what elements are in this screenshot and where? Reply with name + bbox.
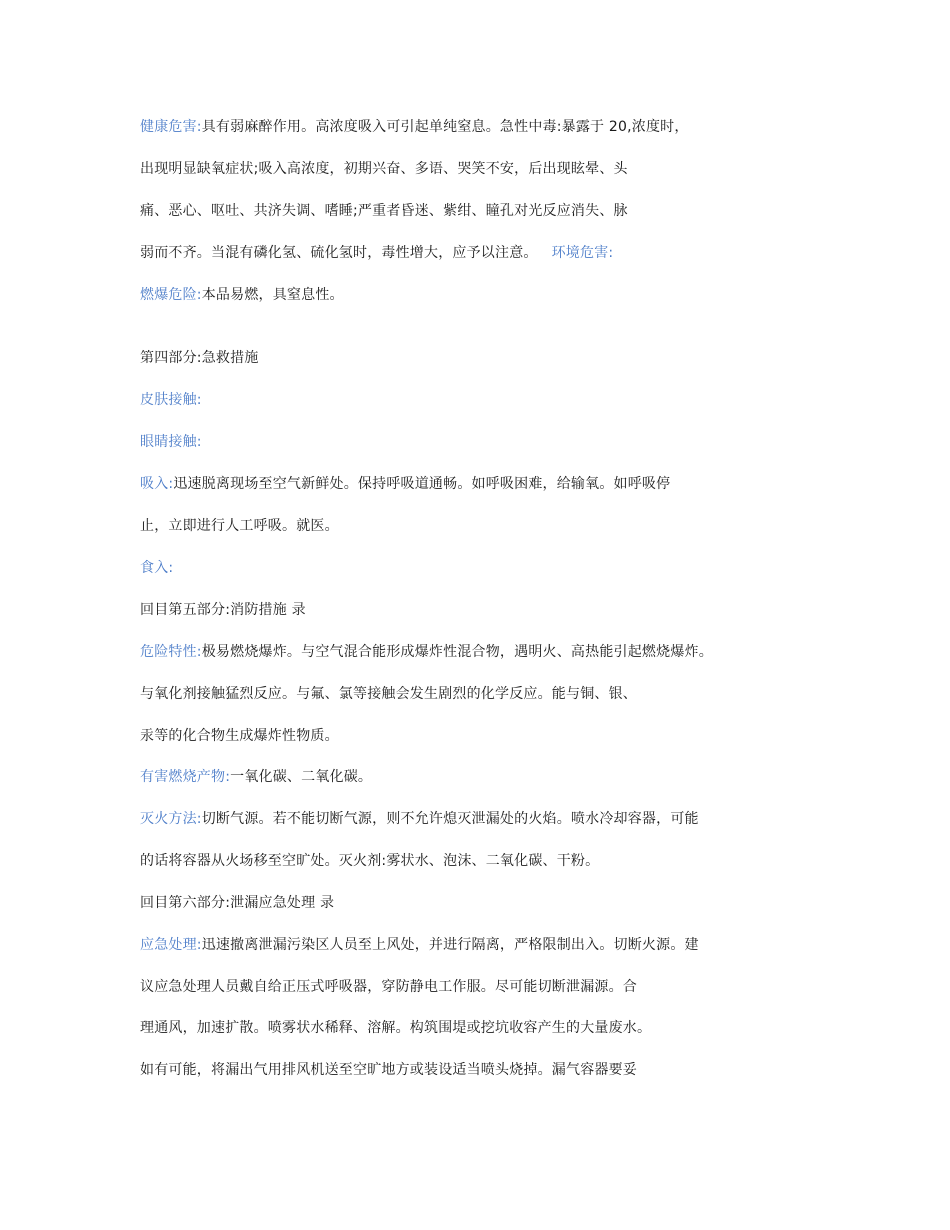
health-hazard-text: 痛、恶心、呕吐、共济失调、嗜睡;严重者昏迷、紫绀、瞳孔对光反应消失、脉 — [140, 203, 628, 219]
health-hazard-line-1 — [140, 117, 689, 137]
eye-contact-line — [140, 432, 202, 452]
inhalation-line-2 — [140, 516, 339, 536]
health-hazard-line-3 — [140, 201, 628, 221]
health-hazard-line-4 — [140, 243, 613, 263]
section-title: 回目第六部分:泄漏应急处理 录 — [140, 895, 335, 911]
emergency-handling-text: 迅速撤离泄漏污染区人员至上风处，并进行隔离，严格限制出入。切断火源。建 — [201, 937, 699, 953]
health-hazard-line-2 — [140, 159, 628, 179]
health-hazard-text: 弱而不齐。当混有磷化氢、硫化氢时，毒性增大，应予以注意。 — [140, 245, 538, 261]
skin-contact-line — [140, 390, 202, 410]
danger-characteristics-text: 汞等的化合物生成爆炸性物质。 — [140, 728, 339, 744]
inhalation-line-1 — [140, 474, 670, 494]
section-4-title — [140, 348, 259, 368]
danger-characteristics-text: 与氧化剂接触猛烈反应。与氟、氯等接触会发生剧烈的化学反应。能与铜、银、 — [140, 686, 637, 702]
combustion-products-label: 有害燃烧产物: — [140, 769, 231, 785]
danger-characteristics-line-1 — [140, 642, 713, 662]
section-title: 第四部分:急救措施 — [140, 350, 259, 366]
extinguishing-line-2 — [140, 851, 599, 871]
emergency-handling-line-3 — [140, 1018, 651, 1038]
danger-characteristics-line-3 — [140, 726, 339, 746]
emergency-handling-label: 应急处理: — [140, 937, 202, 953]
health-hazard-text: 具有弱麻醉作用。高浓度吸入可引起单纯窒息。急性中毒:暴露于 20,浓度时， — [201, 119, 689, 135]
fire-hazard-label: 燃爆危险: — [140, 287, 202, 303]
section-5-title — [140, 600, 306, 620]
emergency-handling-text: 如有可能，将漏出气用排风机送至空旷地方或装设适当喷头烧掉。漏气容器要妥 — [140, 1062, 637, 1078]
emergency-handling-line-1 — [140, 935, 699, 955]
section-6-title — [140, 893, 334, 913]
emergency-handling-line-4 — [140, 1060, 637, 1080]
combustion-products-text: 一氧化碳、二氧化碳。 — [230, 769, 373, 785]
extinguishing-method-label: 灭火方法: — [140, 811, 202, 827]
inhalation-text: 止，立即进行人工呼吸。就医。 — [140, 518, 339, 534]
danger-characteristics-label: 危险特性: — [140, 644, 202, 660]
ingestion-label: 食入: — [140, 560, 174, 576]
section-title: 回目第五部分:消防措施 录 — [140, 602, 306, 618]
health-hazard-text: 出现明显缺氧症状;吸入高浓度，初期兴奋、多语、哭笑不安，后出现眩晕、头 — [140, 161, 628, 177]
environment-hazard-label: 环境危害: — [551, 245, 614, 261]
fire-hazard-line — [140, 285, 344, 305]
health-hazard-label: 健康危害: — [140, 119, 202, 135]
emergency-handling-line-2 — [140, 977, 637, 997]
extinguishing-line-1 — [140, 809, 699, 829]
inhalation-text: 迅速脱离现场至空气新鲜处。保持呼吸道通畅。如呼吸困难，给输氧。如呼吸停 — [173, 476, 671, 492]
emergency-handling-text: 议应急处理人员戴自给正压式呼吸器，穿防静电工作服。尽可能切断泄漏源。合 — [140, 979, 637, 995]
extinguishing-method-text: 切断气源。若不能切断气源，则不允许熄灭泄漏处的火焰。喷水冷却容器，可能 — [201, 811, 699, 827]
combustion-products-line — [140, 767, 372, 787]
eye-contact-label: 眼睛接触: — [140, 434, 202, 450]
fire-hazard-text: 本品易燃，具窒息性。 — [201, 287, 344, 303]
inhalation-label: 吸入: — [140, 476, 174, 492]
skin-contact-label: 皮肤接触: — [140, 392, 202, 408]
ingestion-line — [140, 558, 173, 578]
emergency-handling-text: 理通风，加速扩散。喷雾状水稀释、溶解。构筑围堤或挖坑收容产生的大量废水。 — [140, 1020, 652, 1036]
danger-characteristics-text: 极易燃烧爆炸。与空气混合能形成爆炸性混合物，遇明火、高热能引起燃烧爆炸。 — [201, 644, 713, 660]
danger-characteristics-line-2 — [140, 684, 637, 704]
extinguishing-method-text: 的话将容器从火场移至空旷处。灭火剂:雾状水、泡沫、二氧化碳、干粉。 — [140, 853, 600, 869]
